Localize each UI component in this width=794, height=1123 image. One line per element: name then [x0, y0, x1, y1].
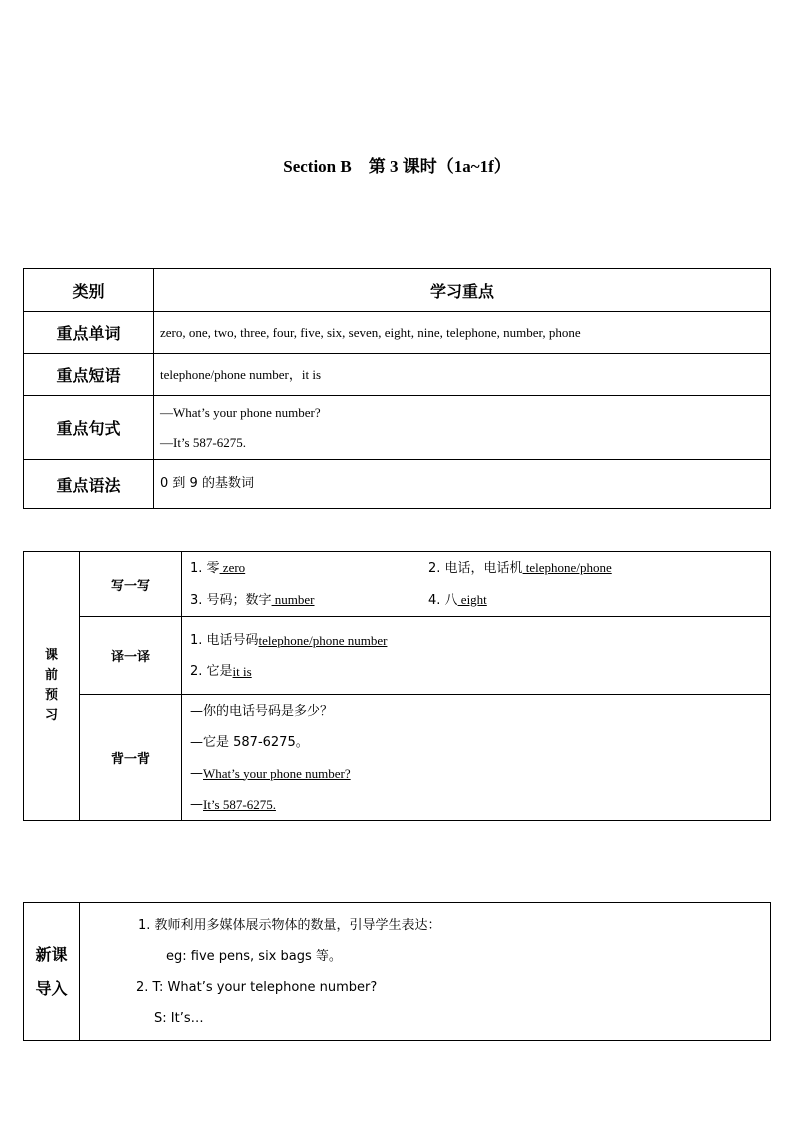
write-item-1	[190, 552, 428, 584]
preview-section-label	[24, 552, 80, 821]
translate-content	[182, 617, 771, 695]
write-item-2	[428, 552, 612, 584]
row-label-sentences: 重点句式	[24, 396, 154, 460]
recite-answer: What’s your phone number?	[203, 765, 351, 781]
write-prompt: 3. 号码；数字	[190, 593, 272, 608]
recite-line-3	[190, 758, 770, 789]
content-line: telephone/phone number，it is	[160, 366, 322, 382]
intro-content	[80, 903, 771, 1041]
intro-table	[23, 902, 771, 1041]
intro-label	[24, 903, 80, 1041]
translate-answer: it is	[232, 663, 252, 679]
intro-line: S: It’s…	[154, 1010, 204, 1026]
recite-content	[182, 695, 771, 821]
write-item-4	[428, 584, 487, 616]
write-answer: number	[271, 592, 315, 607]
row-label-grammar: 重点语法	[24, 460, 154, 509]
intro-line: eg: five pens, six bags 等。	[166, 948, 342, 964]
intro-line: 2. T: What’s your telephone number?	[136, 979, 378, 995]
preview-section-text: 课前预习	[44, 648, 58, 723]
write-answer: eight	[457, 592, 487, 607]
preview-table	[23, 551, 771, 821]
page-title: Section B 第 3 课时（1a~1f）	[283, 157, 511, 176]
content-line: —What’s your phone number?	[160, 404, 321, 420]
translate-answer: telephone/phone number	[258, 632, 388, 648]
content-line: 0 到 9 的基数词	[160, 476, 254, 491]
focus-table	[23, 268, 771, 509]
row-content-grammar	[154, 460, 771, 509]
header-focus: 学习重点	[154, 269, 771, 312]
row-label-phrases: 重点短语	[24, 354, 154, 396]
write-answer: telephone/phone	[522, 560, 612, 575]
recite-answer: It’s 587-6275.	[203, 796, 276, 812]
recite-line-1: —你的电话号码是多少？	[190, 703, 334, 719]
write-prompt: 2. 电话，电话机	[428, 561, 523, 576]
intro-line: 1. 教师利用多媒体展示物体的数量，引导学生表达：	[138, 917, 441, 933]
intro-label-line: 导入	[35, 978, 68, 998]
translate-label: 译一译	[80, 617, 182, 695]
dash: —	[190, 765, 203, 781]
translate-prompt: 2. 它是	[190, 663, 233, 679]
content-line: zero, one, two, three, four, five, six, seven, eight, nine, telephone, number, phone	[160, 324, 581, 340]
translate-item-2	[190, 656, 770, 687]
write-answer: zero	[219, 560, 246, 575]
header-category: 类别	[24, 269, 154, 312]
row-content-sentences	[154, 396, 771, 460]
translate-item-1	[190, 625, 770, 656]
intro-label-line: 新课	[35, 944, 68, 964]
content-line: —It’s 587-6275.	[160, 434, 246, 450]
recite-line-4	[190, 789, 770, 820]
translate-prompt: 1. 电话号码	[190, 632, 259, 648]
row-content-words	[154, 312, 771, 354]
dash: —	[190, 796, 203, 812]
row-label-words: 重点单词	[24, 312, 154, 354]
recite-line-2: —它是 587-6275。	[190, 734, 309, 750]
recite-label: 背一背	[80, 695, 182, 821]
row-content-phrases	[154, 354, 771, 396]
write-prompt: 4. 八	[428, 593, 458, 608]
write-item-3	[190, 584, 428, 616]
write-prompt: 1. 零	[190, 561, 220, 576]
write-label: 写一写	[80, 552, 182, 617]
write-content	[182, 552, 771, 617]
